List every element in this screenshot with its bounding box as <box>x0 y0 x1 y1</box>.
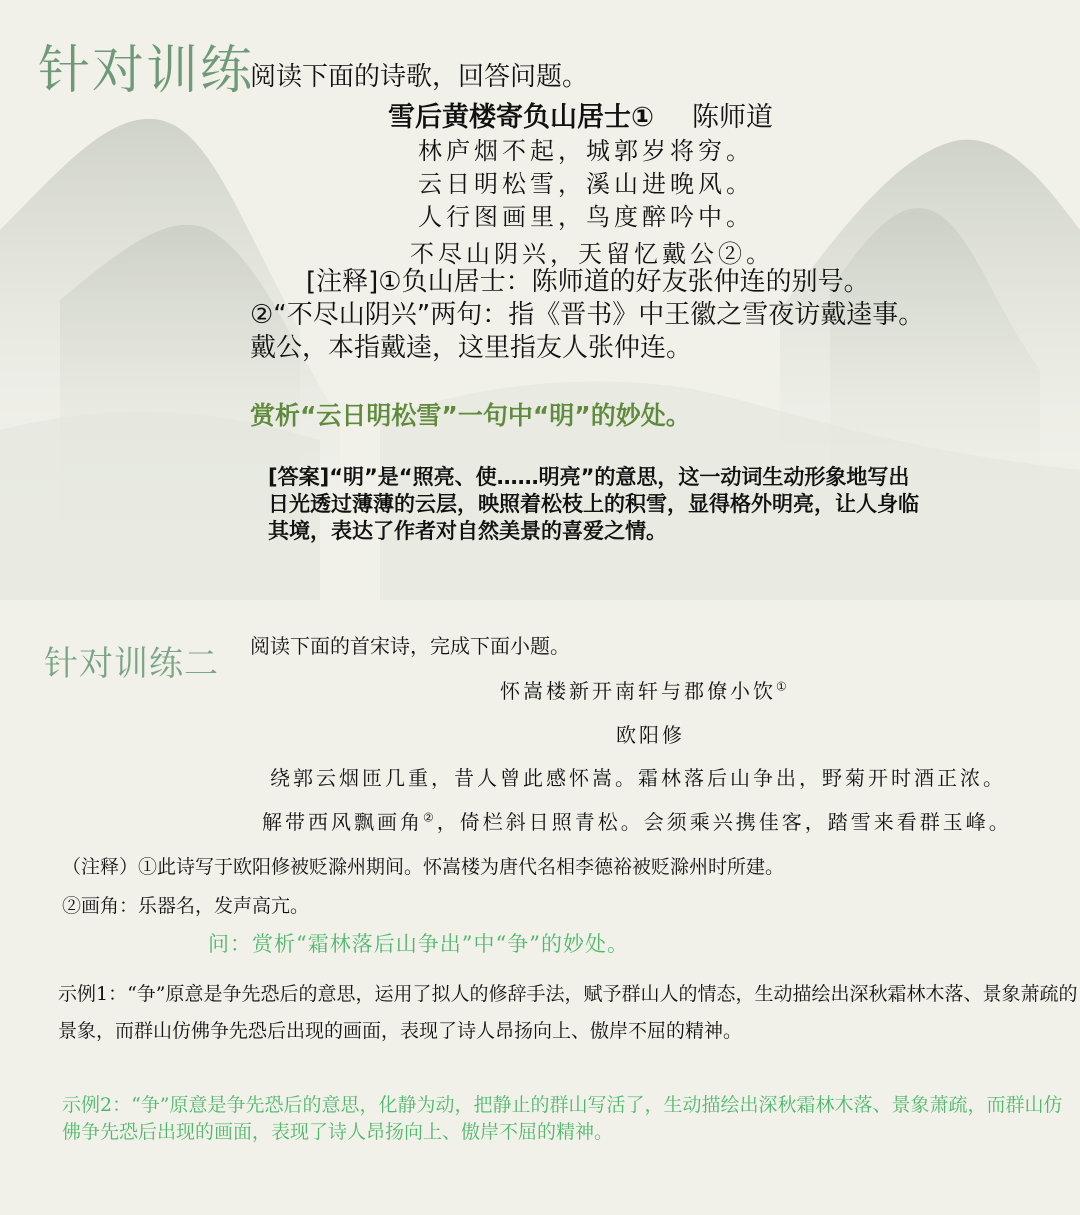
section1-poem-title: 雪后黄楼寄负山居士① <box>388 102 654 133</box>
section2-question: 问：赏析“霜林落后山争出”中“争”的妙处。 <box>208 932 629 956</box>
section1-note <box>250 266 930 365</box>
section1-poem-line: 云日明松雪，溪山进晚风。 <box>418 170 754 198</box>
section1-note-text: [注释]①负山居士：陈师道的好友张仲连的别号。②“不尽山阴兴”两句：指《晋书》中王徽之雪夜访戴逵事。戴公，本指戴逵，这里指友人张仲连。 <box>250 267 925 363</box>
section2-poem-title <box>500 675 790 704</box>
section1-poem-line: 不尽山阴兴，天留忆戴公②。 <box>410 240 774 268</box>
section2-poem-title-text: 怀嵩楼新开南轩与郡僚小饮 <box>500 679 776 703</box>
section2-note: ②画角：乐器名，发声高亢。 <box>62 895 310 917</box>
section1-answer: [答案]“明”是“照亮、使……明亮”的意思，这一动词生动形象地写出日光透过薄薄的云层，映照着松枝上的积雪，显得格外明亮，让人身临其境，表达了作者对自然美景的喜爱之情。 <box>268 465 919 543</box>
poem-line-part: 解带西风飘画角 <box>262 810 423 834</box>
section2-note: （注释）①此诗写于欧阳修被贬滁州期间。怀嵩楼为唐代名相李德裕被贬滁州时所建。 <box>62 856 785 878</box>
section1-instruction: 阅读下面的诗歌，回答问题。 <box>250 62 589 92</box>
section2-poem-line <box>262 806 1012 835</box>
section1-title: 针对训练 <box>38 41 255 101</box>
section1-question: 赏析“云日明松雪”一句中“明”的妙处。 <box>250 401 691 430</box>
section2-title: 针对训练二 <box>44 644 219 684</box>
section2-instruction: 阅读下面的首宋诗，完成下面小题。 <box>250 634 570 658</box>
section2-example1: 示例1：“争”原意是争先恐后的意思，运用了拟人的修辞手法，赋予群山人的情态，生动描绘出深秋霜林木落、景象萧疏的景象，而群山仿佛争先恐后出现的画面，表现了诗人昂扬向上、傲岸不屈的精神。 <box>58 983 1078 1042</box>
section1-poem-line: 林庐烟不起，城郭岁将穷。 <box>418 137 754 165</box>
section2-poem-author: 欧阳修 <box>616 723 685 747</box>
section1-poem-author: 陈师道 <box>692 102 773 133</box>
section2-poem-line: 绕郭云烟匝几重，昔人曾此感怀嵩。霜林落后山争出，野菊开时酒正浓。 <box>270 766 1006 790</box>
poem-line-part: ，倚栏斜日照青松。会须乘兴携佳客，踏雪来看群玉峰。 <box>436 810 1012 834</box>
footnote-mark: ① <box>776 679 790 694</box>
section2-example2: 示例2：“争”原意是争先恐后的意思，化静为动，把静止的群山写活了，生动描绘出深秋霜林木落、景象萧疏，而群山仿佛争先恐后出现的画面，表现了诗人昂扬向上、傲岸不屈的精神。 <box>62 1094 1063 1143</box>
section1-poem-line: 人行图画里，鸟度醉吟中。 <box>418 203 754 231</box>
footnote-mark: ② <box>423 810 437 825</box>
